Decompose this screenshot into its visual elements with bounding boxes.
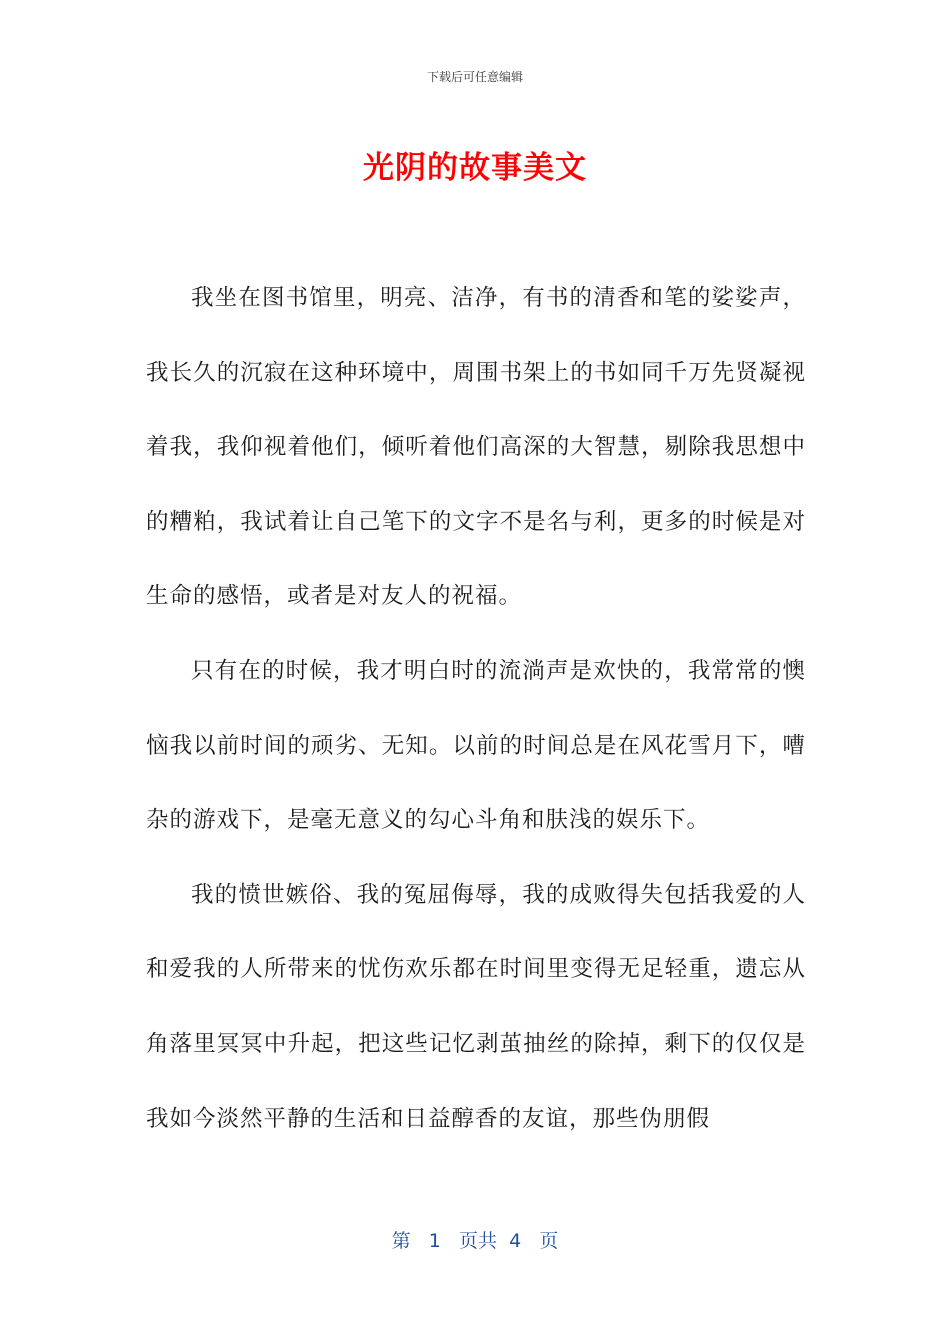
footer-label-total: 页共 (459, 1230, 498, 1252)
footer-total-pages: 4 (509, 1230, 522, 1252)
footer-label-end: 页 (539, 1230, 559, 1252)
page-footer (0, 1226, 950, 1253)
paragraph: 我坐在图书馆里，明亮、洁净，有书的清香和笔的娑娑声，我长久的沉寂在这种环境中，周围书架上的书如同千万先贤凝视着我，我仰视着他们，倾听着他们高深的大智慧，剔除我思想中的糟粕，我试着让自己笔下的文字不是名与利，更多的时候是对生命的感悟，或者是对友人的祝福。 (146, 285, 806, 610)
paragraph: 我的愤世嫉俗、我的冤屈侮辱，我的成败得失包括我爱的人和爱我的人所带来的忧伤欢乐都在时间里变得无足轻重，遗忘从角落里冥冥中升起，把这些记忆剥茧抽丝的除掉，剩下的仅仅是我如今淡然平静的生活和日益醇香的友谊，那些伪朋假 (146, 881, 806, 1132)
footer-label-page: 第 (391, 1230, 411, 1252)
document-title: 光阴的故事美文 (363, 150, 587, 186)
header-note: 下载后可任意编辑 (426, 70, 523, 84)
paragraph: 只有在的时候，我才明白时的流淌声是欢快的，我常常的懊恼我以前时间的顽劣、无知。以前的时间总是在风花雪月下，嘈杂的游戏下，是毫无意义的勾心斗角和肤浅的娱乐下。 (146, 657, 806, 834)
footer-current-page: 1 (428, 1230, 441, 1252)
document-body (146, 261, 806, 1156)
